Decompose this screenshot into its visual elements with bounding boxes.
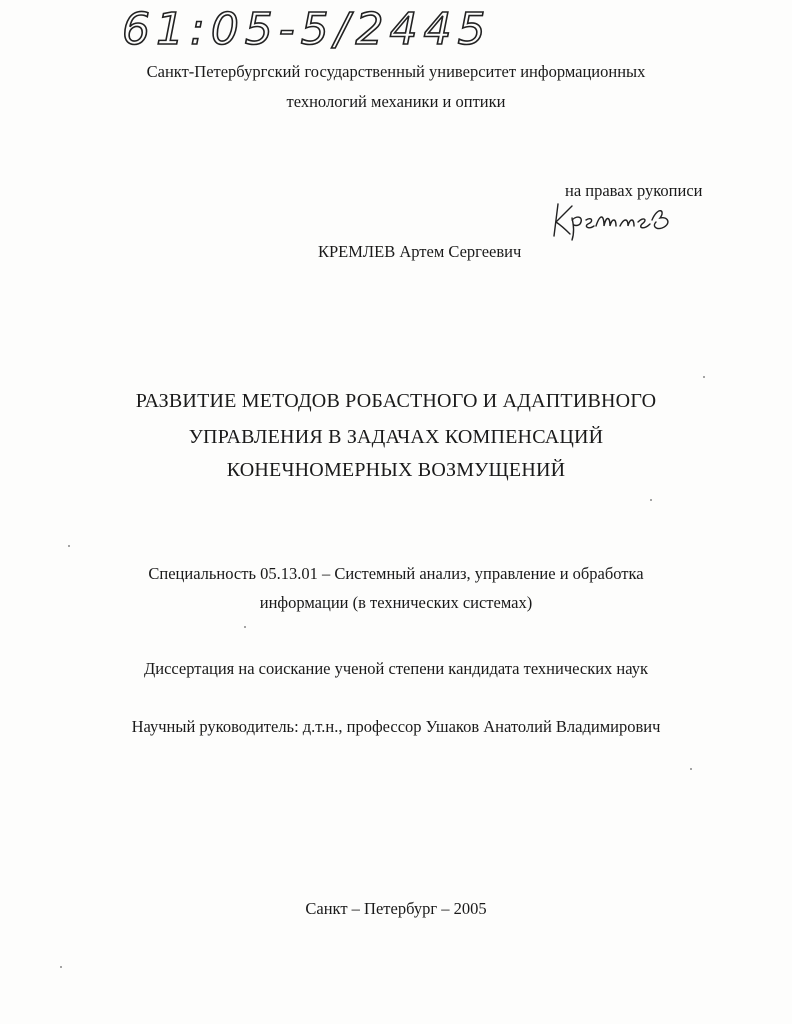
specialty-line-2: информации (в технических системах) <box>259 593 533 612</box>
city-and-year: Санкт – Петербург – 2005 <box>305 899 487 918</box>
dissertation-title-line-2: УПРАВЛЕНИЯ В ЗАДАЧАХ КОМПЕНСАЦИЙ <box>188 426 604 448</box>
degree-statement: Диссертация на соискание ученой степени кандидата технических наук <box>144 659 648 678</box>
scan-speck <box>690 768 692 770</box>
university-line-2: технологий механики и оптики <box>286 92 506 111</box>
scientific-advisor: Научный руководитель: д.т.н., профессор Ушаков Анатолий Владимирович <box>131 717 661 736</box>
manuscript-note: на правах рукописи <box>565 181 703 200</box>
scan-speck <box>703 376 705 378</box>
dissertation-title-line-3: КОНЕЧНОМЕРНЫХ ВОЗМУЩЕНИЙ <box>226 459 566 481</box>
scan-speck <box>68 545 70 547</box>
handwritten-archive-number <box>118 2 498 54</box>
dissertation-title-line-1: РАЗВИТИЕ МЕТОДОВ РОБАСТНОГО И АДАПТИВНОГО <box>135 390 657 412</box>
archive-number-text: 61:05-5/2445 <box>122 4 492 54</box>
university-line-1: Санкт-Петербургский государственный университет информационных <box>146 62 646 81</box>
author-name: КРЕМЛЕВ Артем Сергеевич <box>318 242 522 261</box>
handwritten-signature <box>548 196 688 242</box>
scan-speck <box>60 966 62 968</box>
scan-speck <box>244 626 246 628</box>
specialty-line-1: Специальность 05.13.01 – Системный анализ, управление и обработка <box>148 564 644 583</box>
scan-speck <box>650 499 652 501</box>
